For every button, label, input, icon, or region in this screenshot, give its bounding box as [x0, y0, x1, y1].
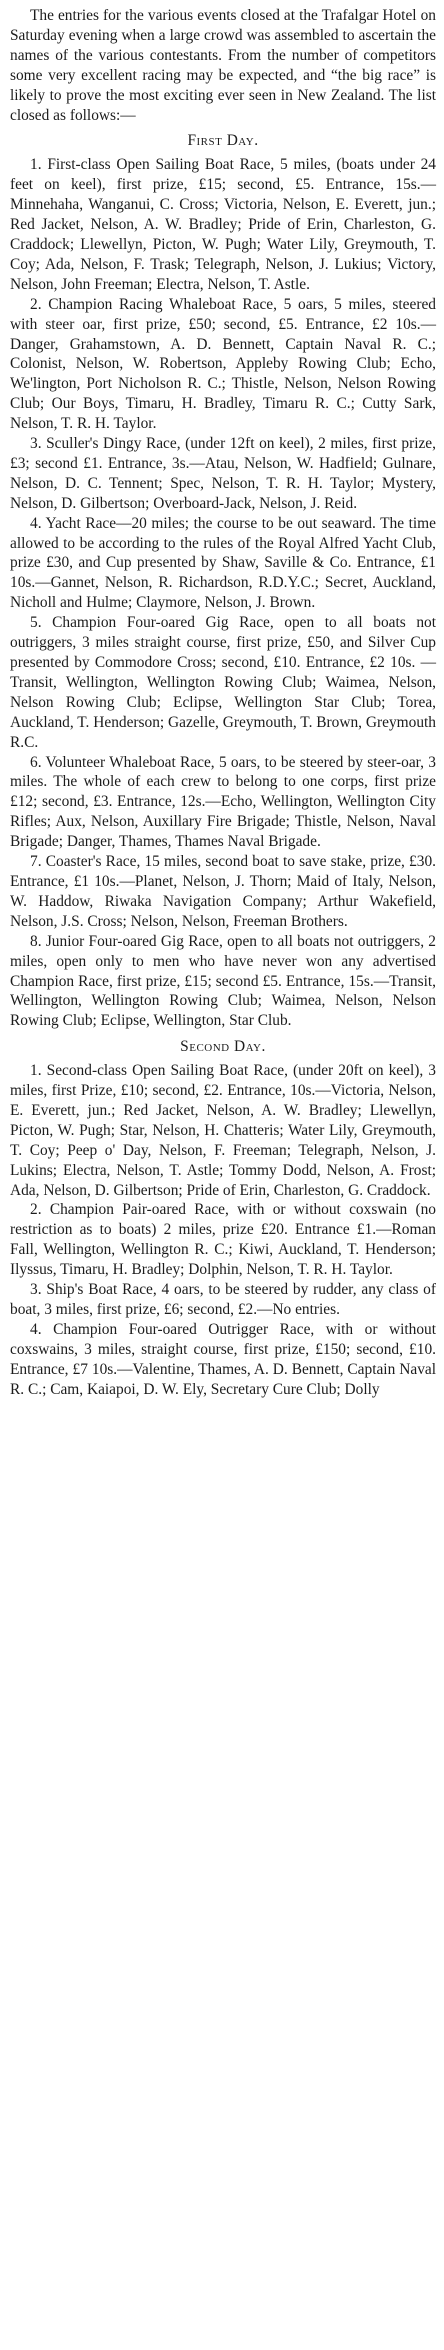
- second-day-event-1: 1. Second-class Open Sailing Boat Race, (under 20ft on keel), 3 miles, first Prize, £10; second, £2. Entrance, 10s.—Victoria, Nelson, E. Everett, jun.; Red Jacket, Nelson, A. W. Bradley; Llewellyn, Picton, W. Pugh; Star, Nelson, H. Chatteris; Water Lily, Greymouth, T. Coy; Peep o' Day, Nelson, F. Freeman; Telegraph, Nelson, J. Lukins; Electra, Nelson, T. Astle; Tommy Dodd, Nelson, A. Frost; Ada, Nelson, D. Gilbertson; Pride of Erin, Charleston, G. Craddock.: [10, 1062, 436, 1199]
- intro-paragraph: The entries for the various events closed at the Trafalgar Hotel on Saturday evening when a large crowd was assembled to ascertain the names of the various contestants. From the number of competitors some very excellent racing may be expected, and “the big race” is likely to prove the most exciting ever seen in New Zealand. The list closed as follows:—: [10, 7, 436, 124]
- second-day-event-2: 2. Champion Pair-oared Race, with or without coxswain (no restriction as to boats) 2 miles, prize £20. Entrance £1.—Roman Fall, Wellington, Wellington R. C.; Kiwi, Auckland, T. Henderson; Ilyssus, Timaru, H. Bradley; Dolphin, Nelson, T. R. H. Taylor.: [10, 1201, 436, 1279]
- first-day-event-1: 1. First-class Open Sailing Boat Race, 5 miles, (boats under 24 feet on keel), first prize, £15; second, £5. Entrance, 15s.—Minnehaha, Wanganui, C. Cross; Victoria, Nelson, E. Everett, jun.; Red Jacket, Nelson, A. W. Bradley; Pride of Erin, Charleston, G. Craddock; Llewellyn, Picton, W. Pugh; Water Lily, Greymouth, T. Coy; Ada, Nelson, F. Trask; Telegraph, Nelson, J. Lukius; Victory, Nelson, John Freeman; Electra, Nelson, T. Astle.: [10, 156, 436, 293]
- second-day-event-3: 3. Ship's Boat Race, 4 oars, to be steered by rudder, any class of boat, 3 miles, first prize, £6; second, £2.—No entries.: [10, 1281, 436, 1318]
- first-day-event-2: 2. Champion Racing Whaleboat Race, 5 oars, 5 miles, steered with steer oar, first prize, £50; second, £5. Entrance, £2 10s.—Danger, Grahamstown, A. D. Bennett, Captain Naval R. C.; Colonist, Nelson, W. Robertson, Appleby Rowing Club; Echo, We'lington, Port Nicholson R. C.; Thistle, Nelson, Nelson Rowing Club; Our Boys, Timaru, H. Bradley, Timaru R. C.; Cutty Sark, Nelson, T. R. H. Taylor.: [10, 295, 436, 433]
- first-day-event-6: 6. Volunteer Whaleboat Race, 5 oars, to be steered by steer-oar, 3 miles. The whole of each crew to belong to one corps, first prize £12; second, £3. Entrance, 12s.—Echo, Wellington, Wellington City Rifles; Aux, Nelson, Auxillary Fire Brigade; Thistle, Nelson, Naval Brigade; Danger, Thames, Thames Naval Brigade.: [10, 753, 436, 851]
- first-day-event-3: 3. Sculler's Dingy Race, (under 12ft on keel), 2 miles, first prize, £3; second £1. Entrance, 3s.—Atau, Nelson, W. Hadfield; Gulnare, Nelson, D. C. Tennent; Spec, Nelson, T. R. H. Taylor; Mystery, Nelson, D. Gilbertson; Overboard-Jack, Nelson, J. Reid.: [10, 435, 436, 512]
- first-day-heading: First Day.: [187, 132, 259, 150]
- first-day-event-5: 5. Champion Four-oared Gig Race, open to all boats not outriggers, 3 miles straight course, first prize, £50, and Silver Cup presented by Commodore Cross; second, £10. Entrance, £2 10s. — Transit, Wellington, Wellington Rowing Club; Waimea, Nelson, Nelson Rowing Club; Eclipse, Wellington Star Club; Torea, Auckland, T. Henderson; Gazelle, Greymouth, T. Brown, Greymouth R.C.: [10, 614, 436, 751]
- second-day-event-4: 4. Champion Four-oared Outrigger Race, with or without coxswains, 3 miles, straight course, first prize, £150; second, £10. Entrance, £7 10s.—Valentine, Thames, A. D. Bennett, Captain Naval R. C.; Cam, Kaiapoi, D. W. Ely, Secretary Cure Club; Dolly: [10, 1320, 436, 1398]
- second-day-heading: Second Day.: [180, 1038, 266, 1056]
- first-day-event-7: 7. Coaster's Race, 15 miles, second boat to save stake, prize, £30. Entrance, £1 10s.—Planet, Nelson, J. Thorn; Maid of Italy, Nelson, W. Haddow, Riwaka Navigation Company; Arthur Wakefield, Nelson, J.S. Cross; Nelson, Nelson, Freeman Brothers.: [10, 853, 436, 930]
- first-day-event-4: 4. Yacht Race—20 miles; the course to be out seaward. The time allowed to be according to the rules of the Royal Alfred Yacht Club, prize £30, and Cup presented by Shaw, Saville & Co. Entrance, £1 10s.—Gannet, Nelson, R. Richardson, R.D.Y.C.; Secret, Auckland, Nicholl and Hulme; Claymore, Nelson, J. Brown.: [10, 514, 436, 612]
- first-day-event-8: 8. Junior Four-oared Gig Race, open to all boats not outriggers, 2 miles, open only to men who have never won any advertised Champion Race, first prize, £15; second £5. Entrance, 15s.—Transit, Wellington, Wellington Rowing Club; Waimea, Nelson, Nelson Rowing Club; Eclipse, Wellington, Star Club.: [10, 932, 436, 1030]
